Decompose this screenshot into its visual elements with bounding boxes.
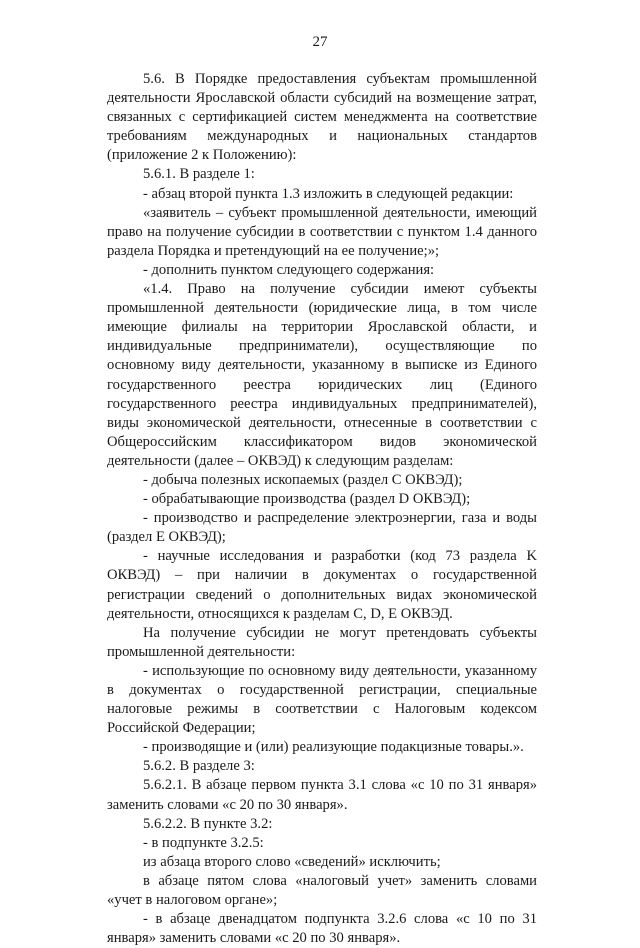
paragraph-item-1-3: - абзац второй пункта 1.3 изложить в следующей редакции: [143, 185, 514, 202]
list-item-research: - научные исследования и разработки (код 73 раздела K ОКВЭД) – при наличии в документах о государственной регистрации сведений о дополнительных видах экономической деятельности, относящихся к разделам С, D, E ОКВЭД. [107, 548, 537, 622]
document-body [107, 70, 537, 948]
list-item-excise: - производящие и (или) реализующие подакцизные товары.». [143, 739, 524, 756]
paragraph-5-6-2-2: 5.6.2.2. В пункте 3.2: [143, 815, 273, 832]
paragraph-replace-tax: в абзаце пятом слова «налоговый учет» заменить словами «учет в налоговом органе»; [107, 872, 537, 909]
list-item-energy: - производство и распределение электроэнергии, газа и воды (раздел E ОКВЭД); [107, 510, 537, 546]
paragraph-replace-dates: - в абзаце двенадцатом подпункта 3.2.6 слова «с 10 по 31 января» заменить словами «с 20 по 30 января». [107, 911, 537, 947]
list-item-mining: - добыча полезных ископаемых (раздел С ОКВЭД); [143, 471, 463, 488]
list-item-special-tax: - использующие по основному виду деятельности, указанному в документах о государственной регистрации, специальные налоговые режимы в соответствии с Налоговым кодексом Российской Федерации; [107, 662, 537, 737]
paragraph-applicant-definition: «заявитель – субъект промышленной деятельности, имеющий право на получение субсидии в соответствии с пунктом 1.4 данного раздела Порядка и претендующий на ее получение;»; [107, 204, 537, 259]
paragraph-5-6-1: 5.6.1. В разделе 1: [143, 166, 255, 183]
page-number: 27 [312, 34, 328, 50]
paragraph-subitem-3-2-5: - в подпункте 3.2.5: [143, 834, 264, 851]
paragraph-5-6-2: 5.6.2. В разделе 3: [143, 758, 255, 775]
paragraph-not-eligible: На получение субсидии не могут претендовать субъекты промышленной деятельности: [107, 624, 537, 660]
paragraph-1-4: «1.4. Право на получение субсидии имеют субъекты промышленной деятельности (юридические лица, в том числе имеющие филиалы на территории Ярославской области, и индивидуальные предприниматели), осуществляющие по основному виду деятельности, указанному в выписке из Единого государственного реестра юридических лиц (Единого государственного реестра индивидуальных предпринимателей), виды экономической деятельности, отнесенные в соответствии с Общероссийским классификатором видов экономической деятельности (далее – ОКВЭД) к следующим разделам: [107, 281, 537, 469]
paragraph-remove-word: из абзаца второго слово «сведений» исключить; [143, 853, 441, 870]
paragraph-add-item: - дополнить пунктом следующего содержания: [143, 261, 435, 278]
paragraph-5-6-2-1: 5.6.2.1. В абзаце первом пункта 3.1 слова «с 10 по 31 января» заменить словами «с 20 по 30 января». [107, 777, 537, 813]
list-item-manufacturing: - обрабатывающие производства (раздел D ОКВЭД); [143, 491, 471, 508]
paragraph-5-6: 5.6. В Порядке предоставления субъектам промышленной деятельности Ярославской области субсидий на возмещение затрат, связанных с сертификацией систем менеджмента на соответствие требованиям международных и национальных стандартов (приложение 2 к Положению): [107, 71, 537, 164]
